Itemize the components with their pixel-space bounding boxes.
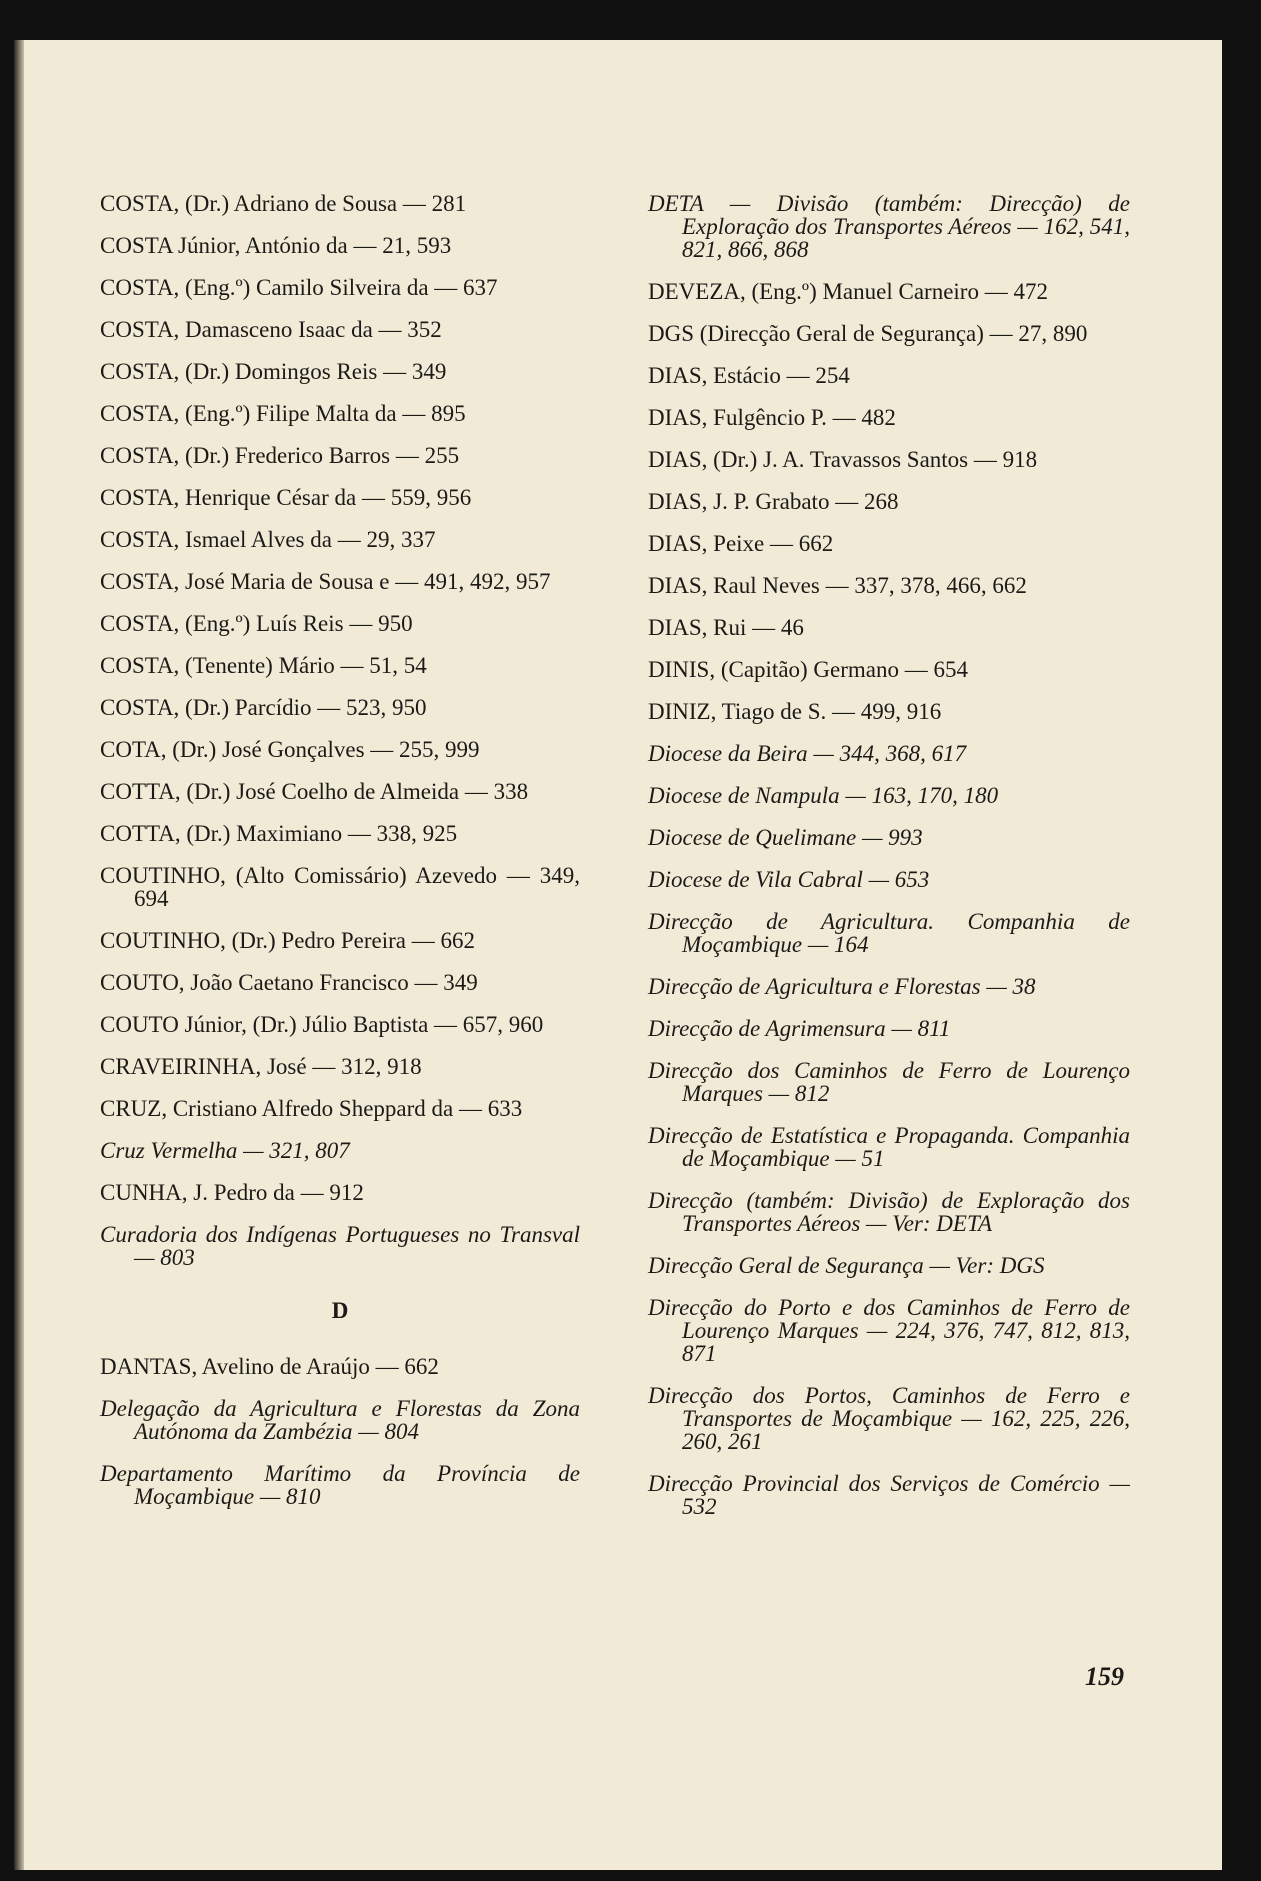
index-entry: Delegação da Agricultura e Florestas da Zona Autónoma da Zambézia — 804 [100,1396,580,1444]
index-entry: DEVEZA, (Eng.º) Manuel Carneiro — 472 [648,279,1048,304]
index-entry: CUNHA, J. Pedro da — 912 [100,1180,364,1205]
index-column-left [100,192,580,1527]
index-entry: DINIZ, Tiago de S. — 499, 916 [648,699,942,724]
index-entry: COTTA, (Dr.) Maximiano — 338, 925 [100,821,458,846]
index-entry: COSTA, (Tenente) Mário — 51, 54 [100,653,427,678]
index-entry: COUTO Júnior, (Dr.) Júlio Baptista — 657, 960 [100,1012,544,1037]
index-entry: COSTA Júnior, António da — 21, 593 [100,233,452,258]
section-letter: D [331,1298,349,1323]
index-entry: DIAS, Estácio — 254 [648,363,850,388]
index-entry: Direcção Geral de Segurança — Ver: DGS [648,1253,1045,1278]
index-entry: COSTA, (Dr.) Frederico Barros — 255 [100,443,460,468]
index-entry: COSTA, Ismael Alves da — 29, 337 [100,527,436,552]
index-entry: Curadoria dos Indígenas Portugueses no Transval — 803 [100,1222,580,1270]
index-entry: COSTA, (Eng.º) Camilo Silveira da — 637 [100,275,498,300]
index-entry: Diocese de Nampula — 163, 170, 180 [648,783,999,808]
index-entry: DIAS, Raul Neves — 337, 378, 466, 662 [648,573,1027,598]
book-spine-shadow [14,40,24,1870]
index-entry: DIAS, (Dr.) J. A. Travassos Santos — 918 [648,447,1038,472]
page-number: 159 [1085,1662,1124,1691]
index-entry: Direcção dos Portos, Caminhos de Ferro e Transportes de Moçambique — 162, 225, 226, 260, 261 [648,1383,1130,1454]
index-entry: COSTA, (Dr.) Adriano de Sousa — 281 [100,191,467,216]
index-entry: Direcção (também: Divisão) de Exploração dos Transportes Aéreos — Ver: DETA [648,1188,1130,1236]
index-entry: COSTA, (Eng.º) Luís Reis — 950 [100,611,413,636]
index-entry: DETA — Divisão (também: Direcção) de Exploração dos Transportes Aéreos — 162, 541, 821, 866, 868 [648,191,1130,262]
index-entry: Direcção de Agricultura e Florestas — 38 [648,974,1036,999]
index-column-right [648,192,1130,1537]
index-entry: CRAVEIRINHA, José — 312, 918 [100,1054,422,1079]
index-entry: DIAS, Rui — 46 [648,615,804,640]
index-entry: Diocese da Beira — 344, 368, 617 [648,741,967,766]
index-entry: Direcção de Agrimensura — 811 [648,1016,951,1041]
index-entry: DINIS, (Capitão) Germano — 654 [648,657,969,682]
index-entry: Direcção Provincial dos Serviços de Comércio — 532 [648,1471,1130,1519]
index-entry: Direcção de Agricultura. Companhia de Moçambique — 164 [648,909,1130,957]
index-entry: DIAS, J. P. Grabato — 268 [648,489,899,514]
index-entry: DIAS, Fulgêncio P. — 482 [648,405,896,430]
index-entry: Diocese de Quelimane — 993 [648,825,923,850]
index-entry: COSTA, Damasceno Isaac da — 352 [100,317,442,342]
index-entry: Direcção de Estatística e Propaganda. Companhia de Moçambique — 51 [648,1123,1130,1171]
index-entry: Cruz Vermelha — 321, 807 [100,1138,350,1163]
index-entry: COSTA, (Dr.) Domingos Reis — 349 [100,359,447,384]
entries-d [100,1355,580,1508]
index-entry: DGS (Direcção Geral de Segurança) — 27, 890 [648,321,1088,346]
index-entry: COUTO, João Caetano Francisco — 349 [100,970,478,995]
index-entry: COUTINHO, (Dr.) Pedro Pereira — 662 [100,928,475,953]
index-entry: Direcção do Porto e dos Caminhos de Ferro de Lourenço Marques — 224, 376, 747, 812, 813, 871 [648,1295,1130,1366]
entries-c [100,192,580,1269]
index-entry: COTA, (Dr.) José Gonçalves — 255, 999 [100,737,480,762]
index-entry: COSTA, (Dr.) Parcídio — 523, 950 [100,695,427,720]
index-entry: Departamento Marítimo da Província de Moçambique — 810 [100,1461,580,1509]
index-entry: Direcção dos Caminhos de Ferro de Lourenço Marques — 812 [648,1058,1130,1106]
index-entry: Diocese de Vila Cabral — 653 [648,867,930,892]
index-entry: DIAS, Peixe — 662 [648,531,834,556]
index-entry: COSTA, Henrique César da — 559, 956 [100,485,472,510]
index-entry: COUTINHO, (Alto Comissário) Azevedo — 349, 694 [100,863,580,911]
index-entry: DANTAS, Avelino de Araújo — 662 [100,1354,439,1379]
index-entry: CRUZ, Cristiano Alfredo Sheppard da — 633 [100,1096,523,1121]
index-entry: COSTA, (Eng.º) Filipe Malta da — 895 [100,401,466,426]
index-entry: COTTA, (Dr.) José Coelho de Almeida — 338 [100,779,529,804]
index-entry: COSTA, José Maria de Sousa e — 491, 492, 957 [100,569,551,594]
